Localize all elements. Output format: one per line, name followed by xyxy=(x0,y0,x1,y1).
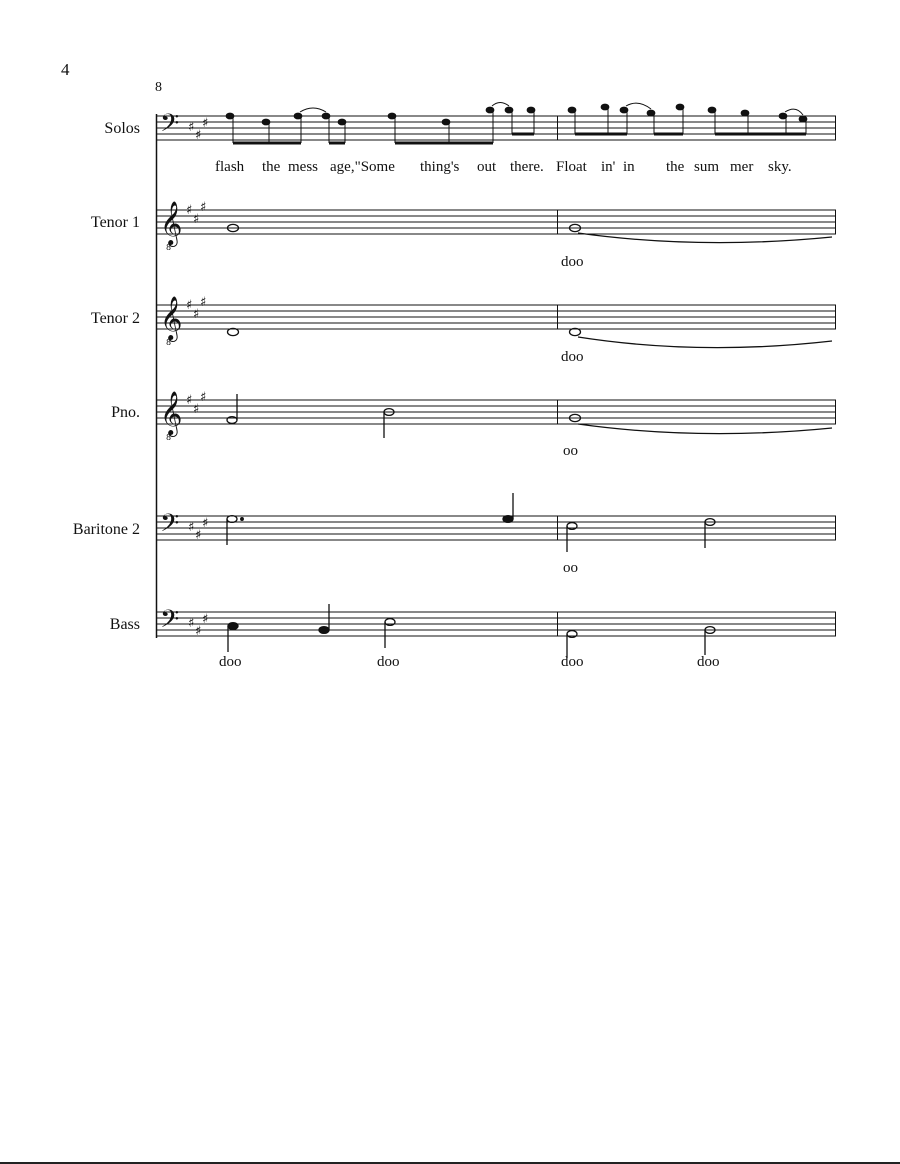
page-number: 4 xyxy=(61,60,70,79)
svg-text:♯: ♯ xyxy=(186,203,193,218)
svg-text:♯: ♯ xyxy=(186,298,193,313)
part-label-piano: Pno. xyxy=(111,404,140,421)
lyric-solos: mess xyxy=(288,159,318,175)
svg-text:♯: ♯ xyxy=(200,295,207,310)
part-label-bass: Bass xyxy=(109,616,140,633)
lyric-solos: in' xyxy=(601,159,616,175)
svg-text:♯: ♯ xyxy=(195,528,202,543)
svg-text:♯: ♯ xyxy=(188,616,195,631)
lyric-solos: mer xyxy=(730,159,754,175)
svg-text:♯: ♯ xyxy=(193,307,200,322)
solos-notes xyxy=(226,103,807,144)
lyric-solos: thing's xyxy=(420,159,460,175)
svg-text:♯: ♯ xyxy=(202,516,209,531)
lyric-bass: doo xyxy=(219,654,242,670)
lyric-tenor-1: doo xyxy=(561,254,584,270)
svg-text:♯: ♯ xyxy=(193,402,200,417)
lyric-tenor-2: doo xyxy=(561,349,584,365)
lyric-solos: Float xyxy=(556,159,587,175)
staff-bass xyxy=(156,612,836,636)
treble-clef-icon: 𝄞 xyxy=(160,201,183,245)
lyric-bass: doo xyxy=(561,654,584,670)
part-label-tenor-1: Tenor 1 xyxy=(90,214,140,231)
svg-text:♯: ♯ xyxy=(188,520,195,535)
measure-number: 8 xyxy=(155,80,162,95)
staff-tenor-1 xyxy=(156,210,836,234)
staff-solos xyxy=(156,116,836,140)
part-label-solos: Solos xyxy=(104,120,140,137)
tenor-2-notes xyxy=(228,328,833,347)
lyric-solos: the xyxy=(262,159,281,175)
bass-clef-icon: 𝄢 xyxy=(160,605,180,640)
svg-text:♯: ♯ xyxy=(186,393,193,408)
svg-text:♯: ♯ xyxy=(200,200,207,215)
svg-text:♯: ♯ xyxy=(195,624,202,639)
part-label-tenor-2: Tenor 2 xyxy=(90,310,140,327)
lyric-baritone-2: oo xyxy=(563,560,578,576)
svg-text:♯: ♯ xyxy=(200,390,207,405)
lyric-piano: oo xyxy=(563,443,578,459)
lyric-solos: age,"Some xyxy=(330,159,395,175)
bass-clef-icon: 𝄢 xyxy=(160,509,180,544)
lyric-solos: in xyxy=(623,159,635,175)
part-label-baritone-2: Baritone 2 xyxy=(72,521,140,538)
staff-tenor-2 xyxy=(156,305,836,329)
bass-clef-icon: 𝄢 xyxy=(160,109,180,144)
lyric-solos: out xyxy=(477,159,497,175)
staff-piano xyxy=(156,400,836,424)
lyric-solos: flash xyxy=(215,159,245,175)
lyric-bass: doo xyxy=(697,654,720,670)
treble-clef-icon: 𝄞 xyxy=(160,391,183,435)
lyric-solos: there. xyxy=(510,159,544,175)
lyric-solos: the xyxy=(666,159,685,175)
lyric-bass: doo xyxy=(377,654,400,670)
lyric-solos: sum xyxy=(694,159,720,175)
staff-baritone-2 xyxy=(156,516,836,540)
svg-text:♯: ♯ xyxy=(202,116,209,131)
svg-text:♯: ♯ xyxy=(195,128,202,143)
svg-text:8: 8 xyxy=(166,243,172,252)
svg-text:8: 8 xyxy=(166,338,172,347)
svg-text:♯: ♯ xyxy=(193,212,200,227)
svg-text:♯: ♯ xyxy=(202,612,209,627)
svg-text:8: 8 xyxy=(166,433,172,442)
treble-clef-icon: 𝄞 xyxy=(160,296,183,340)
key-signature-icon xyxy=(186,116,208,639)
lyric-solos: sky. xyxy=(768,159,792,175)
piano-notes xyxy=(227,394,832,438)
svg-text:♯: ♯ xyxy=(188,120,195,135)
